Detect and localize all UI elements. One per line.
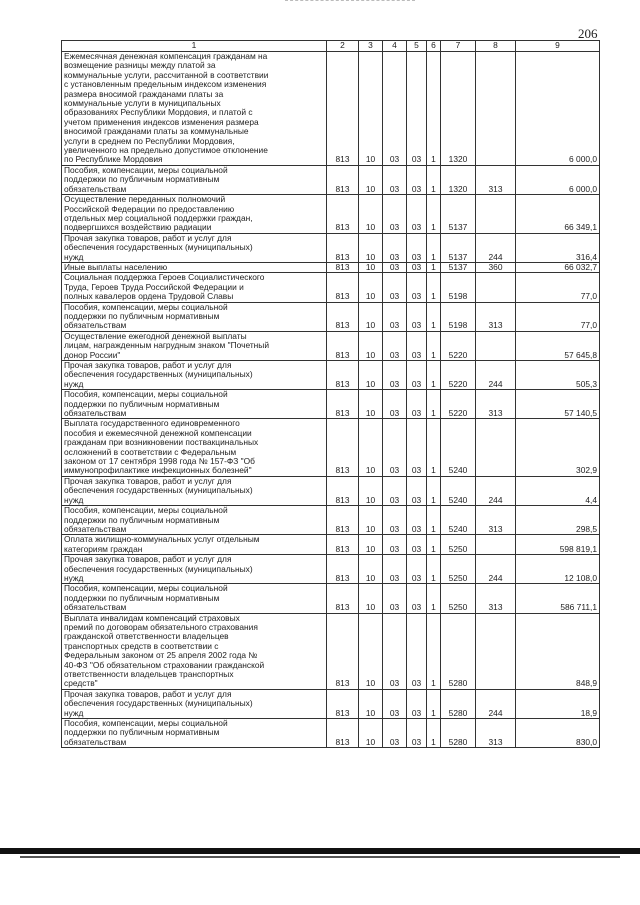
code-program: 03 xyxy=(407,689,427,718)
scan-border-line xyxy=(20,856,620,858)
code-section: 10 xyxy=(359,689,383,718)
code-article: 5198 xyxy=(441,273,476,302)
table-row xyxy=(62,419,600,476)
code-subsection: 03 xyxy=(383,584,407,613)
column-header-6: 6 xyxy=(427,41,441,52)
row-description: Пособия, компенсации, меры социальной поддержки по публичным нормативным обязательствам xyxy=(62,719,327,748)
code-expense-type: 313 xyxy=(476,584,516,613)
code-expense-type: 244 xyxy=(476,689,516,718)
code-subsection: 03 xyxy=(383,262,407,272)
row-description: Иные выплаты населению xyxy=(62,262,327,272)
code-program: 03 xyxy=(407,535,427,555)
row-description: Выплата государственного единовременного пособия и ежемесячной денежной компенсации гражданам при возникновении поствакцинальных осложнений в соответствии с Федеральным законом от 17 сентября 1998 года № 157-ФЗ "Об иммунопрофилактике инфекционных болезней" xyxy=(62,419,327,476)
table-row xyxy=(62,52,600,166)
code-section: 10 xyxy=(359,584,383,613)
code-ministry: 813 xyxy=(327,390,359,419)
code-subsection: 03 xyxy=(383,535,407,555)
code-program: 03 xyxy=(407,476,427,505)
code-section: 10 xyxy=(359,52,383,166)
code-section: 10 xyxy=(359,165,383,194)
row-description: Прочая закупка товаров, работ и услуг для обеспечения государственных (муниципальных) нужд xyxy=(62,689,327,718)
code-subsection: 03 xyxy=(383,233,407,262)
row-description: Пособия, компенсации, меры социальной поддержки по публичным нормативным обязательствам xyxy=(62,390,327,419)
table-row xyxy=(62,165,600,194)
row-amount: 66 349,1 xyxy=(516,195,600,234)
header-row xyxy=(62,41,600,52)
code-subsection: 03 xyxy=(383,331,407,360)
code-subsection: 03 xyxy=(383,361,407,390)
code-ministry: 813 xyxy=(327,302,359,331)
row-amount: 586 711,1 xyxy=(516,584,600,613)
code-subsection: 03 xyxy=(383,52,407,166)
code-program: 03 xyxy=(407,165,427,194)
code-program: 03 xyxy=(407,302,427,331)
code-program: 03 xyxy=(407,613,427,689)
row-amount: 4,4 xyxy=(516,476,600,505)
row-description: Пособия, компенсации, меры социальной поддержки по публичным нормативным обязательствам xyxy=(62,584,327,613)
code-expense-type: 244 xyxy=(476,476,516,505)
code-expense-type: 313 xyxy=(476,165,516,194)
row-amount: 298,5 xyxy=(516,506,600,535)
code-subprogram: 1 xyxy=(427,584,441,613)
code-subprogram: 1 xyxy=(427,613,441,689)
code-program: 03 xyxy=(407,555,427,584)
code-section: 10 xyxy=(359,555,383,584)
scan-border-band xyxy=(0,848,640,854)
table-row xyxy=(62,262,600,272)
row-description: Прочая закупка товаров, работ и услуг для обеспечения государственных (муниципальных) нужд xyxy=(62,361,327,390)
column-header-5: 5 xyxy=(407,41,427,52)
row-description: Прочая закупка товаров, работ и услуг для обеспечения государственных (муниципальных) нужд xyxy=(62,555,327,584)
code-ministry: 813 xyxy=(327,262,359,272)
code-program: 03 xyxy=(407,390,427,419)
code-subsection: 03 xyxy=(383,195,407,234)
code-section: 10 xyxy=(359,195,383,234)
code-ministry: 813 xyxy=(327,555,359,584)
code-ministry: 813 xyxy=(327,506,359,535)
code-expense-type xyxy=(476,195,516,234)
code-subprogram: 1 xyxy=(427,476,441,505)
row-description: Прочая закупка товаров, работ и услуг для обеспечения государственных (муниципальных) нужд xyxy=(62,476,327,505)
code-subprogram: 1 xyxy=(427,262,441,272)
row-description: Осуществление переданных полномочий Российской Федерации по предоставлению отдельных мер социальной поддержки граждан, подвергшихся воздействию радиации xyxy=(62,195,327,234)
code-article: 5220 xyxy=(441,390,476,419)
row-description: Прочая закупка товаров, работ и услуг для обеспечения государственных (муниципальных) нужд xyxy=(62,233,327,262)
code-expense-type xyxy=(476,52,516,166)
code-subprogram: 1 xyxy=(427,555,441,584)
code-article: 5240 xyxy=(441,419,476,476)
code-section: 10 xyxy=(359,719,383,748)
code-expense-type: 313 xyxy=(476,506,516,535)
code-program: 03 xyxy=(407,273,427,302)
code-expense-type xyxy=(476,419,516,476)
code-section: 10 xyxy=(359,390,383,419)
code-article: 5240 xyxy=(441,476,476,505)
code-subsection: 03 xyxy=(383,476,407,505)
row-amount: 77,0 xyxy=(516,273,600,302)
code-expense-type xyxy=(476,613,516,689)
code-subsection: 03 xyxy=(383,165,407,194)
code-ministry: 813 xyxy=(327,233,359,262)
code-subprogram: 1 xyxy=(427,506,441,535)
code-program: 03 xyxy=(407,331,427,360)
code-subsection: 03 xyxy=(383,689,407,718)
code-subprogram: 1 xyxy=(427,233,441,262)
code-program: 03 xyxy=(407,195,427,234)
row-amount: 66 032,7 xyxy=(516,262,600,272)
row-amount: 57 645,8 xyxy=(516,331,600,360)
code-program: 03 xyxy=(407,419,427,476)
code-program: 03 xyxy=(407,361,427,390)
table-row xyxy=(62,613,600,689)
row-description: Осуществление ежегодной денежной выплаты лицам, награжденным нагрудным знаком "Почетный донор России" xyxy=(62,331,327,360)
code-section: 10 xyxy=(359,613,383,689)
row-description: Ежемесячная денежная компенсация гражданам на возмещение разницы между платой за коммунальные услуги, рассчитанной в соответствии с установленным предельным индексом изменения размера вносимой гражданами платы за коммунальные услуги в муниципальных образованиях Республики Мордовия, и платой с учетом применения индексов изменения размера вносимой гражданами платы за коммунальные услуги в среднем по Республики Мордовия, увеличенного на предельно допустимое отклонение по Республике Мордовия xyxy=(62,52,327,166)
code-subsection: 03 xyxy=(383,302,407,331)
row-description: Социальная поддержка Героев Социалистического Труда, Героев Труда Российской Федерации и полных кавалеров ордена Трудовой Славы xyxy=(62,273,327,302)
code-ministry: 813 xyxy=(327,419,359,476)
table-row xyxy=(62,390,600,419)
code-subsection: 03 xyxy=(383,613,407,689)
code-article: 5198 xyxy=(441,302,476,331)
code-section: 10 xyxy=(359,361,383,390)
row-description: Пособия, компенсации, меры социальной поддержки по публичным нормативным обязательствам xyxy=(62,165,327,194)
row-description: Выплата инвалидам компенсаций страховых премий по договорам обязательного страхования гражданской ответственности владельцев транспортных средств в соответствии с Федеральным законом от 25 апреля 2002 года № 40-ФЗ "Об обязательном страховании гражданской ответственности владельцев транспортных средств" xyxy=(62,613,327,689)
table-body xyxy=(62,52,600,748)
code-subprogram: 1 xyxy=(427,689,441,718)
code-section: 10 xyxy=(359,331,383,360)
code-section: 10 xyxy=(359,419,383,476)
budget-table xyxy=(61,40,600,748)
row-amount: 18,9 xyxy=(516,689,600,718)
code-subprogram: 1 xyxy=(427,719,441,748)
page-number: 206 xyxy=(578,26,598,41)
table-row xyxy=(62,584,600,613)
code-expense-type: 244 xyxy=(476,361,516,390)
code-article: 5280 xyxy=(441,719,476,748)
code-subprogram: 1 xyxy=(427,273,441,302)
code-ministry: 813 xyxy=(327,361,359,390)
row-amount: 505,3 xyxy=(516,361,600,390)
code-article: 5240 xyxy=(441,506,476,535)
code-subprogram: 1 xyxy=(427,165,441,194)
code-article: 1320 xyxy=(441,165,476,194)
code-article: 5220 xyxy=(441,331,476,360)
column-header-3: 3 xyxy=(359,41,383,52)
column-header-7: 7 xyxy=(441,41,476,52)
table-row xyxy=(62,476,600,505)
code-article: 5220 xyxy=(441,361,476,390)
code-section: 10 xyxy=(359,233,383,262)
code-section: 10 xyxy=(359,302,383,331)
row-description: Оплата жилищно-коммунальных услуг отдельным категориям граждан xyxy=(62,535,327,555)
code-ministry: 813 xyxy=(327,331,359,360)
row-amount: 848,9 xyxy=(516,613,600,689)
code-expense-type: 313 xyxy=(476,390,516,419)
code-subprogram: 1 xyxy=(427,52,441,166)
code-subsection: 03 xyxy=(383,390,407,419)
row-description: Пособия, компенсации, меры социальной поддержки по публичным нормативным обязательствам xyxy=(62,506,327,535)
table-row xyxy=(62,719,600,748)
code-expense-type: 313 xyxy=(476,719,516,748)
code-ministry: 813 xyxy=(327,195,359,234)
column-header-8: 8 xyxy=(476,41,516,52)
code-program: 03 xyxy=(407,584,427,613)
code-article: 5250 xyxy=(441,555,476,584)
code-subprogram: 1 xyxy=(427,331,441,360)
code-article: 5280 xyxy=(441,689,476,718)
code-subsection: 03 xyxy=(383,719,407,748)
row-amount: 12 108,0 xyxy=(516,555,600,584)
code-article: 5137 xyxy=(441,195,476,234)
code-program: 03 xyxy=(407,262,427,272)
code-subsection: 03 xyxy=(383,506,407,535)
code-section: 10 xyxy=(359,262,383,272)
code-program: 03 xyxy=(407,52,427,166)
code-section: 10 xyxy=(359,535,383,555)
code-section: 10 xyxy=(359,506,383,535)
code-section: 10 xyxy=(359,476,383,505)
code-ministry: 813 xyxy=(327,719,359,748)
code-subsection: 03 xyxy=(383,555,407,584)
row-amount: 77,0 xyxy=(516,302,600,331)
code-program: 03 xyxy=(407,719,427,748)
row-amount: 57 140,5 xyxy=(516,390,600,419)
code-subprogram: 1 xyxy=(427,419,441,476)
code-expense-type: 244 xyxy=(476,233,516,262)
row-amount: 6 000,0 xyxy=(516,52,600,166)
code-subprogram: 1 xyxy=(427,302,441,331)
row-amount: 6 000,0 xyxy=(516,165,600,194)
code-article: 5137 xyxy=(441,262,476,272)
row-amount: 598 819,1 xyxy=(516,535,600,555)
code-article: 5137 xyxy=(441,233,476,262)
code-ministry: 813 xyxy=(327,165,359,194)
column-header-4: 4 xyxy=(383,41,407,52)
code-subsection: 03 xyxy=(383,419,407,476)
table-row xyxy=(62,195,600,234)
code-expense-type xyxy=(476,535,516,555)
row-description: Пособия, компенсации, меры социальной поддержки по публичным нормативным обязательствам xyxy=(62,302,327,331)
row-amount: 316,4 xyxy=(516,233,600,262)
scan-top-marks xyxy=(285,0,415,3)
code-article: 5250 xyxy=(441,584,476,613)
code-ministry: 813 xyxy=(327,535,359,555)
column-header-2: 2 xyxy=(327,41,359,52)
code-subprogram: 1 xyxy=(427,195,441,234)
code-article: 1320 xyxy=(441,52,476,166)
code-subprogram: 1 xyxy=(427,390,441,419)
code-program: 03 xyxy=(407,506,427,535)
code-ministry: 813 xyxy=(327,613,359,689)
code-expense-type: 360 xyxy=(476,262,516,272)
table-row xyxy=(62,233,600,262)
table-row xyxy=(62,273,600,302)
table-row xyxy=(62,555,600,584)
code-section: 10 xyxy=(359,273,383,302)
table-row xyxy=(62,535,600,555)
code-ministry: 813 xyxy=(327,584,359,613)
column-header-9: 9 xyxy=(516,41,600,52)
row-amount: 830,0 xyxy=(516,719,600,748)
code-ministry: 813 xyxy=(327,476,359,505)
code-ministry: 813 xyxy=(327,52,359,166)
code-subsection: 03 xyxy=(383,273,407,302)
row-amount: 302,9 xyxy=(516,419,600,476)
code-ministry: 813 xyxy=(327,273,359,302)
code-expense-type: 313 xyxy=(476,302,516,331)
code-article: 5250 xyxy=(441,535,476,555)
code-ministry: 813 xyxy=(327,689,359,718)
code-subprogram: 1 xyxy=(427,361,441,390)
code-expense-type xyxy=(476,331,516,360)
column-header-1: 1 xyxy=(62,41,327,52)
table-row xyxy=(62,361,600,390)
table-row xyxy=(62,506,600,535)
table-row xyxy=(62,302,600,331)
table-row xyxy=(62,331,600,360)
code-article: 5280 xyxy=(441,613,476,689)
code-program: 03 xyxy=(407,233,427,262)
table-row xyxy=(62,689,600,718)
code-expense-type xyxy=(476,273,516,302)
code-subprogram: 1 xyxy=(427,535,441,555)
code-expense-type: 244 xyxy=(476,555,516,584)
